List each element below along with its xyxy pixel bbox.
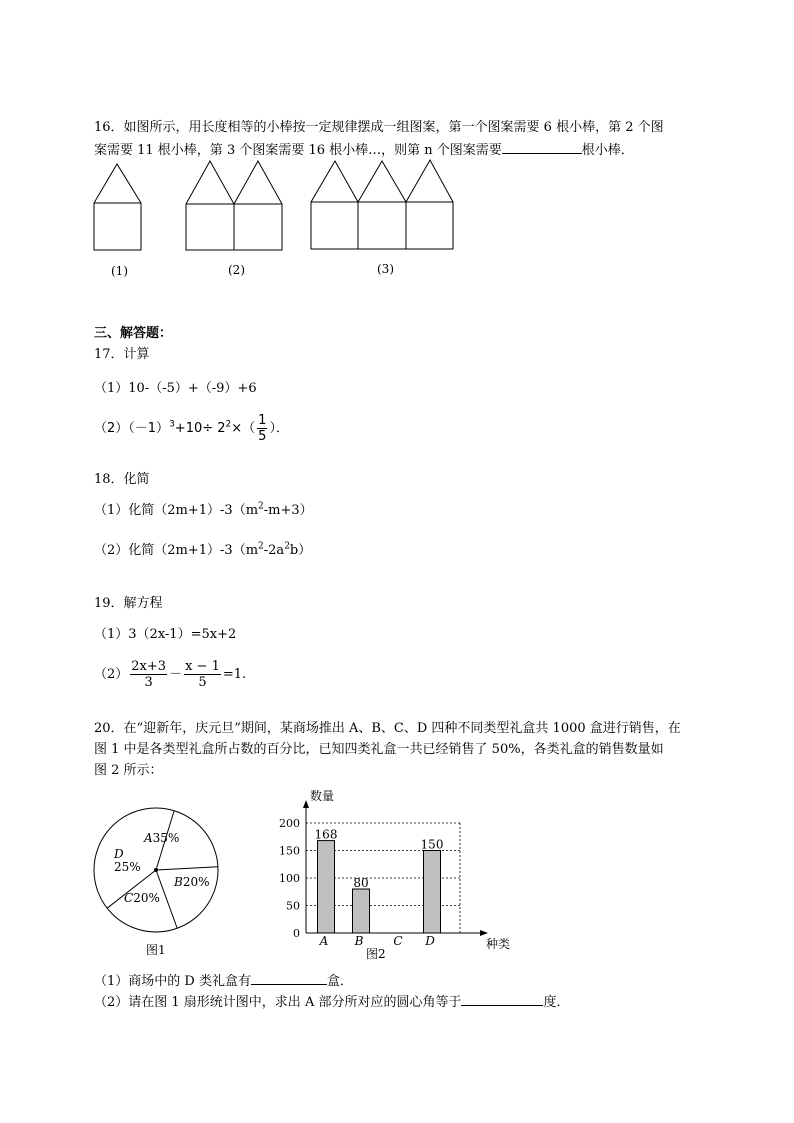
q20-sub2-tail: 度． <box>543 995 570 1010</box>
fig1-square <box>94 203 141 250</box>
q20-sub2-text: （2）请在图 1 扇形统计图中，求出 A 部分所对应的圆心角等于 <box>94 995 462 1010</box>
q17-p2-fraction <box>257 413 267 444</box>
q18-p2-exp2: 2 <box>284 541 290 552</box>
fig3-square-3 <box>406 202 453 249</box>
section3-title: 三、解答题： <box>94 326 173 341</box>
pie-chart <box>88 802 228 942</box>
pie-slice-boundary <box>156 867 218 870</box>
x-tick-label-c: C <box>393 934 403 948</box>
q17-p2-d: ）． <box>269 421 289 436</box>
q16-line2-text: 案需要 11 根小棒，第 3 个图案需要 16 根小棒…，则第 n 个图案需要 <box>94 143 502 158</box>
x-tick-label-b: B <box>354 934 364 948</box>
q16-answer-blank <box>502 141 582 154</box>
y-tick-label: 150 <box>279 844 300 858</box>
q18-p2-a: （2）化简（2m+1）-3（m <box>94 543 259 558</box>
q18-part1 <box>94 503 313 519</box>
q19-frac2-den: 5 <box>198 675 207 690</box>
q18-p1-b: -m+3） <box>263 503 313 518</box>
q18-p2-c: b） <box>289 543 312 558</box>
q20-sub1-tail: 盒． <box>326 974 353 989</box>
data-label-b: 80 <box>353 876 369 890</box>
q18-p2-b: -2a <box>263 543 285 558</box>
q17-p2-a: （－1） <box>128 421 170 436</box>
fig3-label: (3) <box>377 262 394 276</box>
pie-center <box>154 868 158 872</box>
fig3-roof-3 <box>406 160 453 202</box>
data-label-a: 168 <box>314 827 338 842</box>
q20-line2: 图 1 中是各类型礼盒所占数的百分比，已知四类礼盒一共已经销售了 50%，各类礼盒的销售数量如 <box>94 742 664 757</box>
fig2-label: (2) <box>228 263 245 277</box>
x-axis-label: 种类 <box>486 937 511 951</box>
q19-minus: － <box>169 667 183 682</box>
y-tick-label: 50 <box>286 899 300 913</box>
fig2-square-1 <box>186 204 234 250</box>
fig1-caption: 图1 <box>146 943 166 957</box>
q16-line1: 16．如图所示，用长度相等的小棒按一定规律摆成一组图案，第一个图案需要 6 根小棒，第 2 个图 <box>94 120 664 135</box>
y-axis-arrow <box>303 800 309 808</box>
fig3-roof-2 <box>358 161 406 202</box>
q17-part2 <box>94 411 289 447</box>
fig2-roof-1 <box>186 161 234 204</box>
q18-part2 <box>94 543 311 559</box>
bar-a <box>318 841 335 933</box>
q17-frac-den: 5 <box>258 429 267 444</box>
bar-d <box>424 851 441 934</box>
q19-frac2-num: x − 1 <box>185 659 220 674</box>
q17-p2-prefix: （2） <box>94 421 129 436</box>
pie-slice-label-d-letter: D <box>114 847 124 861</box>
q19-fraction-2 <box>184 659 221 690</box>
q20-sub2-blank <box>461 993 543 1006</box>
q17-p2-c: ×（ <box>231 421 256 436</box>
fig3-roof-1 <box>311 161 358 202</box>
q18-title: 18．化简 <box>94 472 150 487</box>
q17-p2-exp1: 3 <box>169 419 175 430</box>
fig2-caption: 图2 <box>366 947 386 961</box>
fig3-square-2 <box>358 202 406 249</box>
fig2-roof-2 <box>234 161 282 204</box>
pie-slice-label-c: C20% <box>124 891 160 905</box>
y-tick-label: 0 <box>293 927 300 940</box>
q18-p1-exp: 2 <box>258 501 264 512</box>
q20-line1: 20．在“迎新年，庆元旦”期间，某商场推出 A、B、C、D 四种不同类型礼盒共 1000 盒进行销售，在 <box>94 721 681 736</box>
q19-fraction-1 <box>130 659 167 690</box>
pie-slice-label-d: 25% <box>114 860 141 874</box>
q17-frac-num: 1 <box>258 413 267 428</box>
fig2-square-2 <box>234 204 282 250</box>
q20-line3: 图 2 所示： <box>94 763 163 778</box>
q20-sub2 <box>94 993 569 1011</box>
q20-sub1 <box>94 972 353 990</box>
q19-frac1-num: 2x+3 <box>131 659 167 674</box>
fig1-roof <box>94 164 141 203</box>
q19-part2 <box>94 657 246 693</box>
q19-frac1-den: 3 <box>144 675 153 690</box>
y-axis-label: 数量 <box>310 789 335 803</box>
pie-slice-label-a: A35% <box>144 831 180 845</box>
q17-p2-exp2: 2 <box>225 419 232 430</box>
data-label-d: 150 <box>420 837 444 852</box>
q17-p2-b: +10÷ 2 <box>174 421 226 436</box>
fig1-label: (1) <box>111 264 128 278</box>
q19-p2-prefix: （2） <box>94 667 129 682</box>
q20-sub1-blank <box>251 972 327 985</box>
q17-part1: （1）10-（-5）+（-9）+6 <box>94 381 257 396</box>
bar-chart <box>270 782 530 957</box>
y-tick-label: 200 <box>279 817 300 830</box>
pie-slice-label-b: B20% <box>174 875 210 889</box>
q19-part1: （1）3（2x-1）=5x+2 <box>94 627 237 642</box>
x-axis-arrow <box>480 930 488 936</box>
q19-p2-tail: =1. <box>222 667 247 682</box>
x-tick-label-d: D <box>425 934 435 948</box>
q17-title: 17．计算 <box>94 347 150 362</box>
q18-p1-a: （1）化简（2m+1）-3（m <box>94 503 259 518</box>
q20-sub1-text: （1）商场中的 D 类礼盒有 <box>94 974 251 989</box>
q16-line2-tail: 根小棒． <box>581 143 634 158</box>
x-tick-label-a: A <box>319 934 329 948</box>
y-tick-label: 100 <box>279 872 300 885</box>
bar-b <box>353 889 370 933</box>
q19-title: 19．解方程 <box>94 596 163 611</box>
q18-p2-exp1: 2 <box>258 541 264 552</box>
fig3-square-1 <box>311 202 358 249</box>
